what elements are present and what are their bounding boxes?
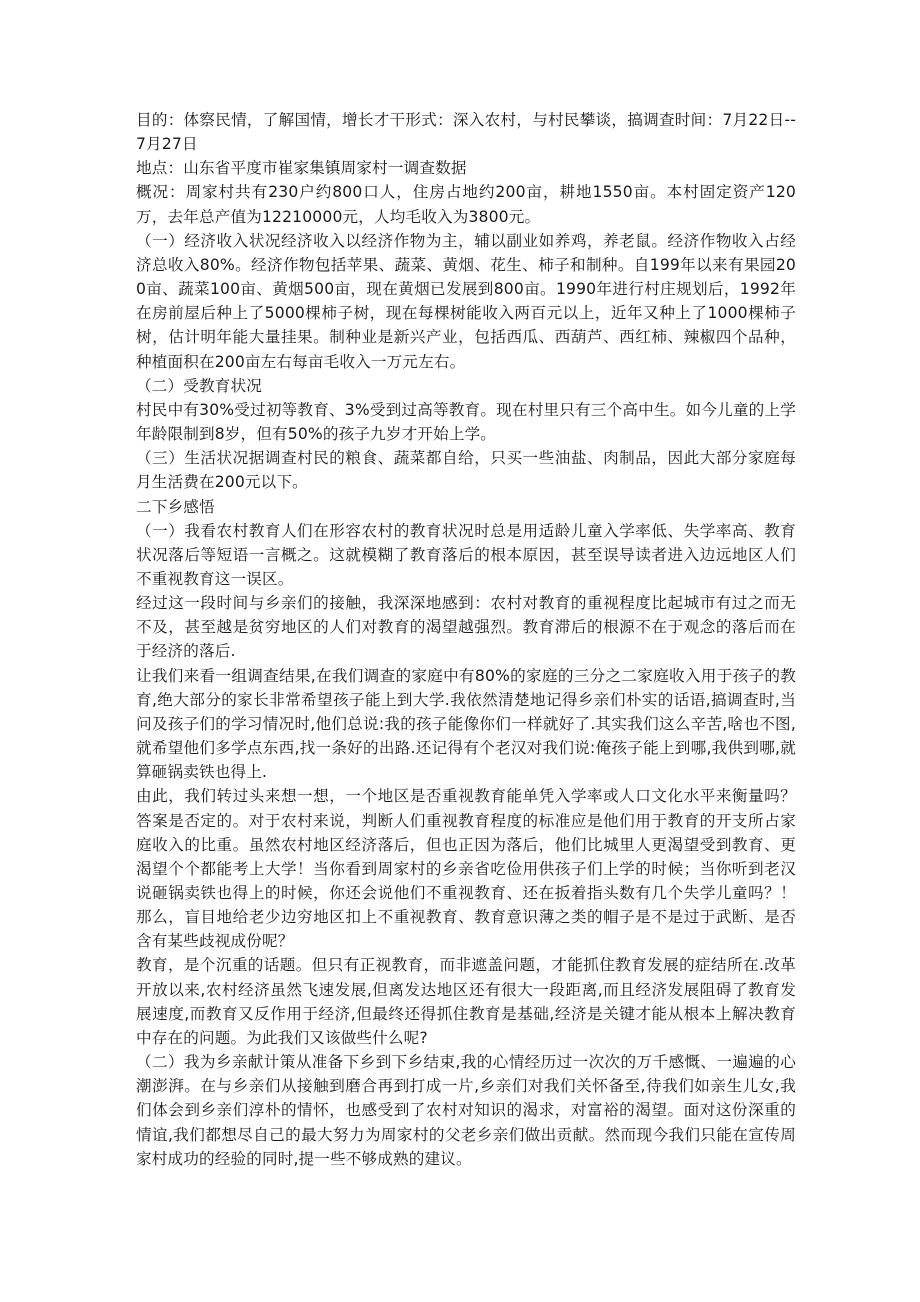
reflection-heading: 二下乡感悟 xyxy=(136,497,215,516)
rural-education-paragraph: （一）我看农村教育人们在形容农村的教育状况时总是用适龄儿童入学率低、失学率高、教育状况落后等短语一言概之。这就模糊了教育落后的根本原因，甚至误导读者进入边远地区人们不重视教育这一误区。 xyxy=(136,521,796,588)
education-topic-paragraph: 教育，是个沉重的话题。但只有正视教育，而非遮盖问题，才能抓住教育发展的症结所在.改革开放以来,农村经济虽然飞速发展,但离发达地区还有很大一段距离,而且经济发展阻碍了教育发展速度,而教育又反作用于经济,但最终还得抓住教育是基础,经济是关键才能从根本上解决教育中存在的问题。为此我们又该做些什么呢? xyxy=(136,956,796,1047)
advice-paragraph: （二）我为乡亲献计策从准备下乡到下乡结束,我的心情经历过一次次的万千感慨、一遍遍的心潮澎湃。在与乡亲们从接触到磨合再到打成一片,乡亲们对我们关怀备至,待我们如亲生儿女,我们体会到乡亲们淳朴的情怀，也感受到了农村对知识的渴求，对富裕的渴望。面对这份深重的情谊,我们都想尽自己的最大努力为周家村的父老乡亲们做出贡献。然而现今我们只能在宣传周家村成功的经验的同时,提一些不够成熟的建议。 xyxy=(136,1053,796,1168)
location-paragraph: 地点：山东省平度市崔家集镇周家村一调查数据 xyxy=(136,159,467,178)
contact-paragraph: 经过这一段时间与乡亲们的接触，我深深地感到：农村对教育的重视程度比起城市有过之而无不及，甚至越是贫穷地区的人们对教育的渴望越强烈。教育滞后的根源不在于观念的落后而在于经济的落后. xyxy=(136,594,796,661)
economic-income-paragraph: （一）经济收入状况经济收入以经济作物为主，辅以副业如养鸡，养老鼠。经济作物收入占经济总收入80%。经济作物包括苹果、蔬菜、黄烟、花生、柿子和制种。自199年以来有果园200亩、蔬菜100亩、黄烟500亩，现在黄烟已发展到800亩。1990年进行村庄规划后，1992年在房前屋后种上了5000棵柿子树，现在每棵树能收入两百元以上，近年又种上了1000棵柿子树，估计明年能大量挂果。制种业是新兴产业，包括西瓜、西葫芦、西红柿、辣椒四个品种，种植面积在200亩左右每亩毛收入一万元左右。 xyxy=(136,231,796,371)
survey-results-paragraph: 让我们来看一组调查结果,在我们调查的家庭中有80%的家庭的三分之二家庭收入用于孩子的教育,绝大部分的家长非常希望孩子能上到大学.我依然清楚地记得乡亲们朴实的话语,搞调查时,当问及孩子们的学习情况时,他们总说:我的孩子能像你们一样就好了.其实我们这么辛苦,啥也不图,就希望他们多学点东西,找一条好的出路.还记得有个老汉对我们说:俺孩子能上到哪,我供到哪,就算砸锅卖铁也得上. xyxy=(136,666,796,782)
document-page xyxy=(136,108,796,1171)
living-paragraph: （三）生活状况据调查村民的粮食、蔬菜都自给，只买一些油盐、肉制品，因此大部分家庭每月生活费在200元以下。 xyxy=(136,449,796,492)
education-heading: （二）受教育状况 xyxy=(136,376,262,395)
overview-paragraph: 概况：周家村共有230户约800口人，住房占地约200亩，耕地1550亩。本村固定资产120万，去年总产值为12210000元，人均毛收入为3800元。 xyxy=(136,183,796,226)
education-paragraph: 村民中有30%受过初等教育、3%受到过高等教育。现在村里只有三个高中生。如今儿童的上学年龄限制到8岁，但有50%的孩子九岁才开始上学。 xyxy=(136,400,796,444)
reasoning-paragraph: 由此，我们转过头来想一想，一个地区是否重视教育能单凭入学率或人口文化水平来衡量吗？答案是否定的。对于农村来说，判断人们重视教育程度的标准应是他们用于教育的开支所占家庭收入的比重。虽然农村地区经济落后，但也正因为落后，他们比城里人更渴望受到教育、更渴望个个都能考上大学！当你看到周家村的乡亲省吃俭用供孩子们上学的时候；当你听到老汉说砸锅卖铁也得上的时候，你还会说他们不重视教育、还在扳着指头数有几个失学儿童吗？！那么，盲目地给老少边穷地区扣上不重视教育、教育意识薄之类的帽子是不是过于武断、是否含有某些歧视成份呢？ xyxy=(136,787,796,951)
purpose-paragraph: 目的：体察民情，了解国情，增长才干形式：深入农村，与村民攀谈，搞调查时间：7月22日--7月27日 xyxy=(136,111,796,154)
